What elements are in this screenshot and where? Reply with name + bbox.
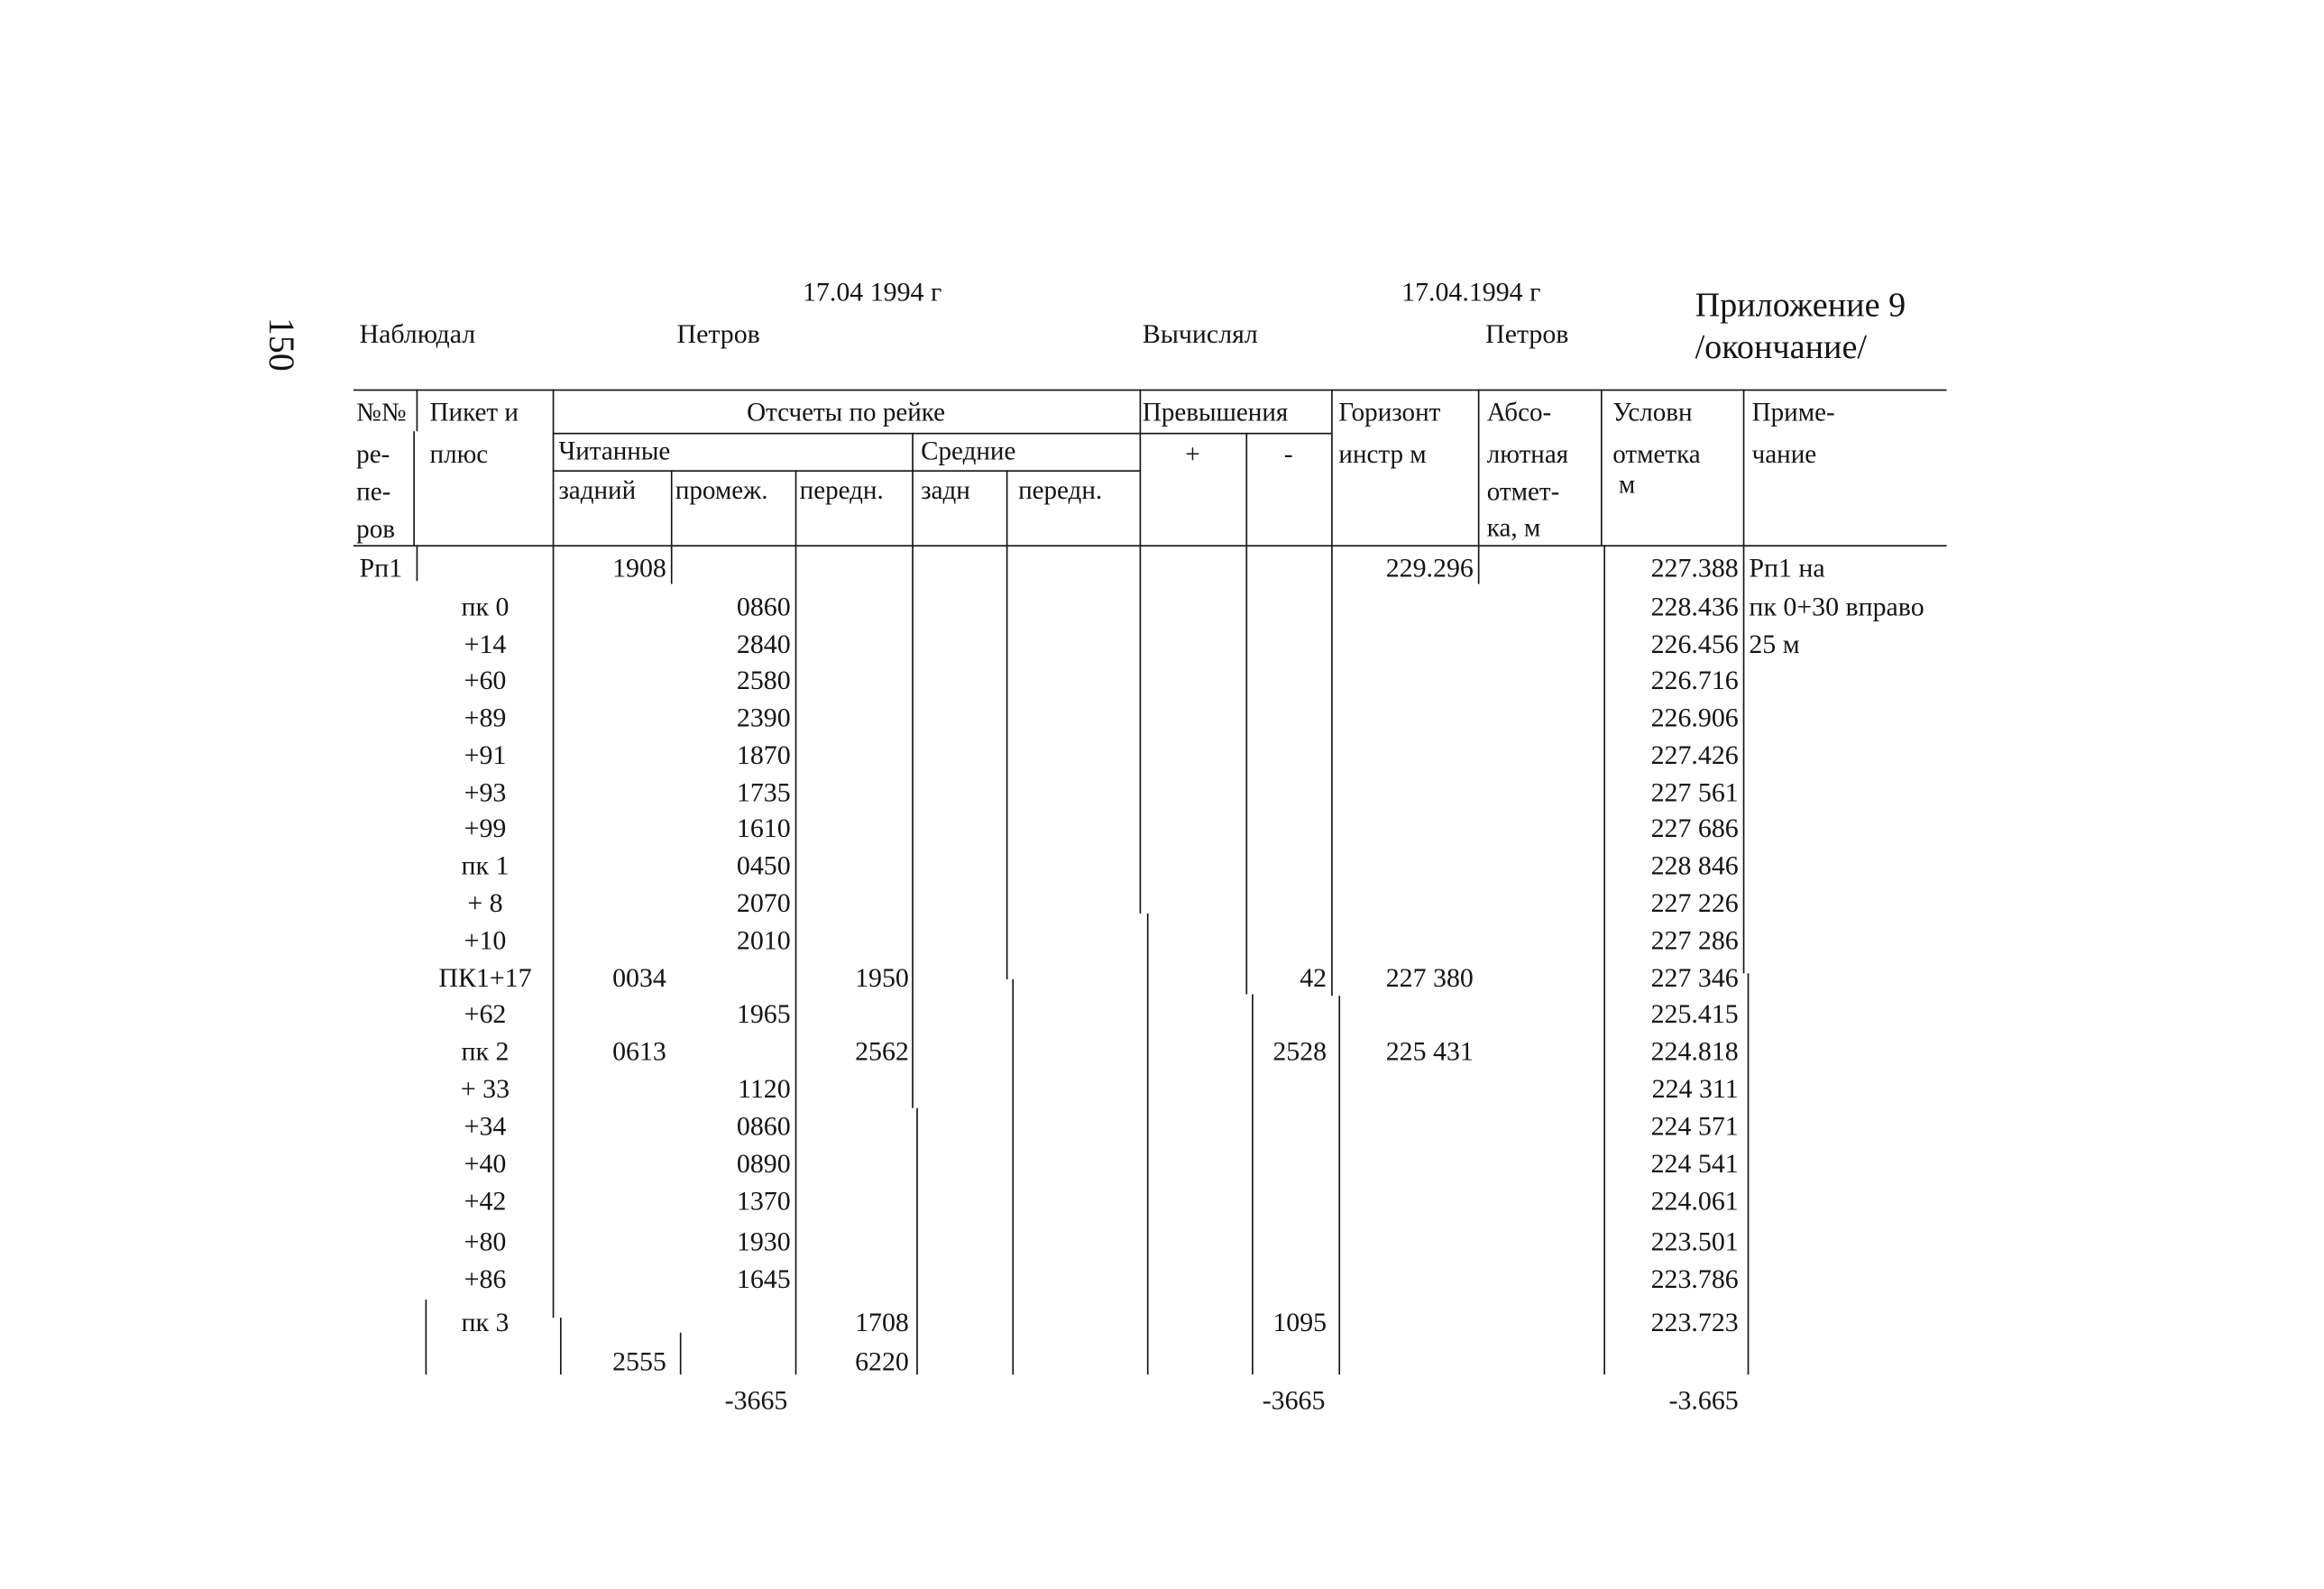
cell-minus: 2528 bbox=[1272, 1035, 1327, 1067]
total-back-sum: 2555 bbox=[612, 1346, 666, 1376]
cell-inter: 1120 bbox=[738, 1073, 791, 1104]
cell-mark: 227 561 bbox=[1650, 776, 1739, 807]
table-top-rule bbox=[354, 390, 1947, 391]
table-row bbox=[0, 1113, 2324, 1151]
cell-minus: 1095 bbox=[1272, 1307, 1327, 1337]
col-header-conditional: м bbox=[1618, 468, 1636, 499]
cell-inter: 0860 bbox=[736, 591, 791, 622]
col-header-avg-back: задн bbox=[921, 474, 970, 505]
cell-back: 0613 bbox=[612, 1035, 666, 1067]
cell-fore: 1950 bbox=[855, 962, 909, 993]
table-row bbox=[0, 1265, 2324, 1303]
cell-mark: 224.061 bbox=[1650, 1186, 1739, 1217]
col-header-absolute: ка, м bbox=[1486, 511, 1541, 543]
cell-picket: пк 2 bbox=[461, 1035, 510, 1067]
cell-mark: 227 286 bbox=[1650, 925, 1739, 956]
total-mark-diff: -3.665 bbox=[1668, 1384, 1739, 1416]
table-row bbox=[0, 889, 2324, 927]
col-header-inter: промеж. bbox=[675, 474, 768, 505]
cell-mark: 228.436 bbox=[1650, 591, 1739, 622]
col-header-conditional: отметка bbox=[1612, 438, 1701, 469]
cell-mark: 224.818 bbox=[1650, 1035, 1739, 1067]
computed-label: Вычислял bbox=[1142, 318, 1258, 349]
cell-mark: 227 226 bbox=[1650, 887, 1739, 918]
table-row bbox=[0, 554, 2324, 592]
table-row bbox=[0, 1309, 2324, 1346]
cell-horizon: 229.296 bbox=[1385, 552, 1474, 583]
col-header-picket: плюс bbox=[429, 438, 489, 469]
cell-picket: +42 bbox=[464, 1186, 507, 1217]
cell-fore: 2562 bbox=[855, 1035, 909, 1067]
cell-picket: + 8 bbox=[467, 887, 503, 918]
cell-picket: +93 bbox=[464, 776, 507, 807]
table-row bbox=[0, 1150, 2324, 1188]
header-bottom-rule bbox=[354, 545, 1947, 547]
cell-picket: +10 bbox=[464, 925, 507, 956]
table-row bbox=[0, 703, 2324, 741]
read-avg-subrule bbox=[553, 470, 1140, 472]
col-header-fore: передн. bbox=[799, 474, 884, 505]
cell-inter: 2070 bbox=[736, 887, 791, 918]
readings-subrule bbox=[553, 433, 1140, 435]
cell-picket: пк 3 bbox=[461, 1307, 510, 1337]
cell-mark: 223.501 bbox=[1650, 1226, 1739, 1257]
cell-picket: +99 bbox=[464, 813, 507, 843]
cell-inter: 0860 bbox=[736, 1111, 791, 1142]
cell-mark: 224 541 bbox=[1650, 1148, 1739, 1179]
col-header-excess: Превышения bbox=[1142, 397, 1289, 427]
cell-picket: +86 bbox=[464, 1263, 507, 1294]
cell-inter: 1610 bbox=[736, 813, 791, 843]
table-row bbox=[0, 778, 2324, 816]
table-row bbox=[0, 1000, 2324, 1038]
col-header-horizon: инстр м bbox=[1338, 438, 1427, 469]
total-excess-diff: -3665 bbox=[1262, 1384, 1326, 1416]
table-row bbox=[0, 964, 2324, 1002]
table-row bbox=[0, 1035, 2324, 1076]
col-header-absolute: Абсо- bbox=[1486, 397, 1552, 427]
cell-picket: +62 bbox=[464, 998, 507, 1029]
cell-picket: +14 bbox=[464, 629, 507, 659]
col-header-note: Приме- bbox=[1751, 397, 1835, 427]
cell-mark: 226.906 bbox=[1650, 702, 1739, 732]
table-row bbox=[0, 852, 2324, 890]
cell-mark: 223.723 bbox=[1650, 1307, 1739, 1337]
cell-picket: +60 bbox=[464, 665, 507, 695]
col-rule-num bbox=[417, 390, 418, 431]
excess-subrule bbox=[1140, 433, 1332, 435]
cell-mark: 227.388 bbox=[1650, 552, 1739, 583]
col-header-num: ре- bbox=[356, 438, 390, 469]
cell-fore: 1708 bbox=[855, 1307, 909, 1337]
col-header-read: Читанные bbox=[558, 436, 671, 466]
cell-inter: 2580 bbox=[736, 665, 791, 695]
cell-mark: 226.716 bbox=[1650, 665, 1739, 695]
cell-inter: 1870 bbox=[736, 739, 791, 770]
appendix-subtitle: /окончание/ bbox=[1695, 327, 1868, 366]
cell-horizon: 225 431 bbox=[1385, 1035, 1474, 1067]
table-row bbox=[0, 666, 2324, 704]
table-row bbox=[0, 814, 2324, 852]
cell-mark: 227.426 bbox=[1650, 739, 1739, 770]
cell-picket: + 33 bbox=[460, 1073, 510, 1104]
cell-inter: 2010 bbox=[736, 925, 791, 956]
cell-mark: 224 571 bbox=[1650, 1111, 1739, 1142]
cell-note: пк 0+30 вправо bbox=[1749, 591, 1924, 622]
observed-date: 17.04 1994 г bbox=[802, 277, 942, 308]
table-row bbox=[0, 741, 2324, 779]
cell-mark: 228 846 bbox=[1650, 850, 1739, 881]
col-header-num: №№ bbox=[356, 397, 407, 427]
cell-inter: 1965 bbox=[736, 998, 791, 1029]
cell-mark: 226.456 bbox=[1650, 629, 1739, 659]
cell-picket: +80 bbox=[464, 1226, 507, 1257]
cell-picket: пк 1 bbox=[461, 850, 510, 881]
table-row bbox=[0, 1228, 2324, 1266]
table-row bbox=[0, 1075, 2324, 1113]
cell-picket: +91 bbox=[464, 739, 507, 770]
col-header-absolute: лютная bbox=[1486, 438, 1569, 469]
col-header-conditional: Условн bbox=[1612, 397, 1693, 427]
col-header-plus: + bbox=[1185, 438, 1200, 469]
cell-picket: +89 bbox=[464, 702, 507, 732]
cell-inter: 2390 bbox=[736, 702, 791, 732]
col-header-readings: Отсчеты по рейке bbox=[747, 397, 946, 427]
cell-note: 25 м bbox=[1749, 629, 1800, 659]
col-header-num: ров bbox=[356, 513, 395, 544]
table-row bbox=[0, 1188, 2324, 1226]
cell-horizon: 227 380 bbox=[1385, 962, 1474, 993]
col-header-avg-fore: передн. bbox=[1018, 474, 1103, 505]
total-fore-sum: 6220 bbox=[855, 1346, 909, 1376]
total-readings-diff: -3665 bbox=[724, 1384, 788, 1416]
cell-picket: +34 bbox=[464, 1111, 507, 1142]
observed-name: Петров bbox=[676, 318, 760, 349]
cell-inter: 0890 bbox=[736, 1148, 791, 1179]
cell-picket: пк 0 bbox=[461, 591, 510, 622]
computed-date: 17.04.1994 г bbox=[1401, 277, 1541, 308]
cell-note: Рп1 на bbox=[1749, 552, 1825, 583]
col-rule-num bbox=[413, 431, 415, 545]
col-header-avg: Средние bbox=[921, 436, 1016, 466]
cell-back: 0034 bbox=[612, 962, 666, 993]
cell-inter: 2840 bbox=[736, 629, 791, 659]
col-header-back: задний bbox=[558, 474, 637, 505]
col-header-note: чание bbox=[1751, 438, 1817, 469]
cell-mark: 227 686 bbox=[1650, 813, 1739, 843]
col-header-picket: Пикет и bbox=[429, 397, 519, 427]
col-header-absolute: отмет- bbox=[1486, 476, 1560, 507]
appendix-title: Приложение 9 bbox=[1695, 286, 1906, 324]
col-header-horizon: Горизонт bbox=[1338, 397, 1441, 427]
computed-name: Петров bbox=[1485, 318, 1569, 349]
table-row bbox=[0, 927, 2324, 965]
cell-inter: 1930 bbox=[736, 1226, 791, 1257]
cell-minus: 42 bbox=[1300, 962, 1327, 993]
cell-mark: 227 346 bbox=[1650, 962, 1739, 993]
cell-picket: ПК1+17 bbox=[438, 962, 532, 993]
cell-inter: 0450 bbox=[736, 850, 791, 881]
col-rule-conditional bbox=[1601, 390, 1603, 546]
cell-picket: +40 bbox=[464, 1148, 507, 1179]
cell-mark: 224 311 bbox=[1651, 1073, 1739, 1104]
cell-inter: 1735 bbox=[736, 776, 791, 807]
table-row bbox=[0, 630, 2324, 668]
col-header-minus: - bbox=[1283, 438, 1293, 469]
col-rule-inter bbox=[671, 470, 673, 545]
cell-mark: 223.786 bbox=[1650, 1263, 1739, 1294]
col-header-num: пе- bbox=[356, 476, 391, 507]
cell-inter: 1645 bbox=[736, 1263, 791, 1294]
cell-benchmark: Рп1 bbox=[359, 552, 403, 583]
page-number: 150 bbox=[260, 317, 300, 372]
observed-label: Наблюдал bbox=[359, 318, 476, 349]
cell-inter: 1370 bbox=[736, 1186, 791, 1217]
cell-back: 1908 bbox=[612, 552, 666, 583]
table-row bbox=[0, 593, 2324, 631]
cell-mark: 225.415 bbox=[1650, 998, 1739, 1029]
